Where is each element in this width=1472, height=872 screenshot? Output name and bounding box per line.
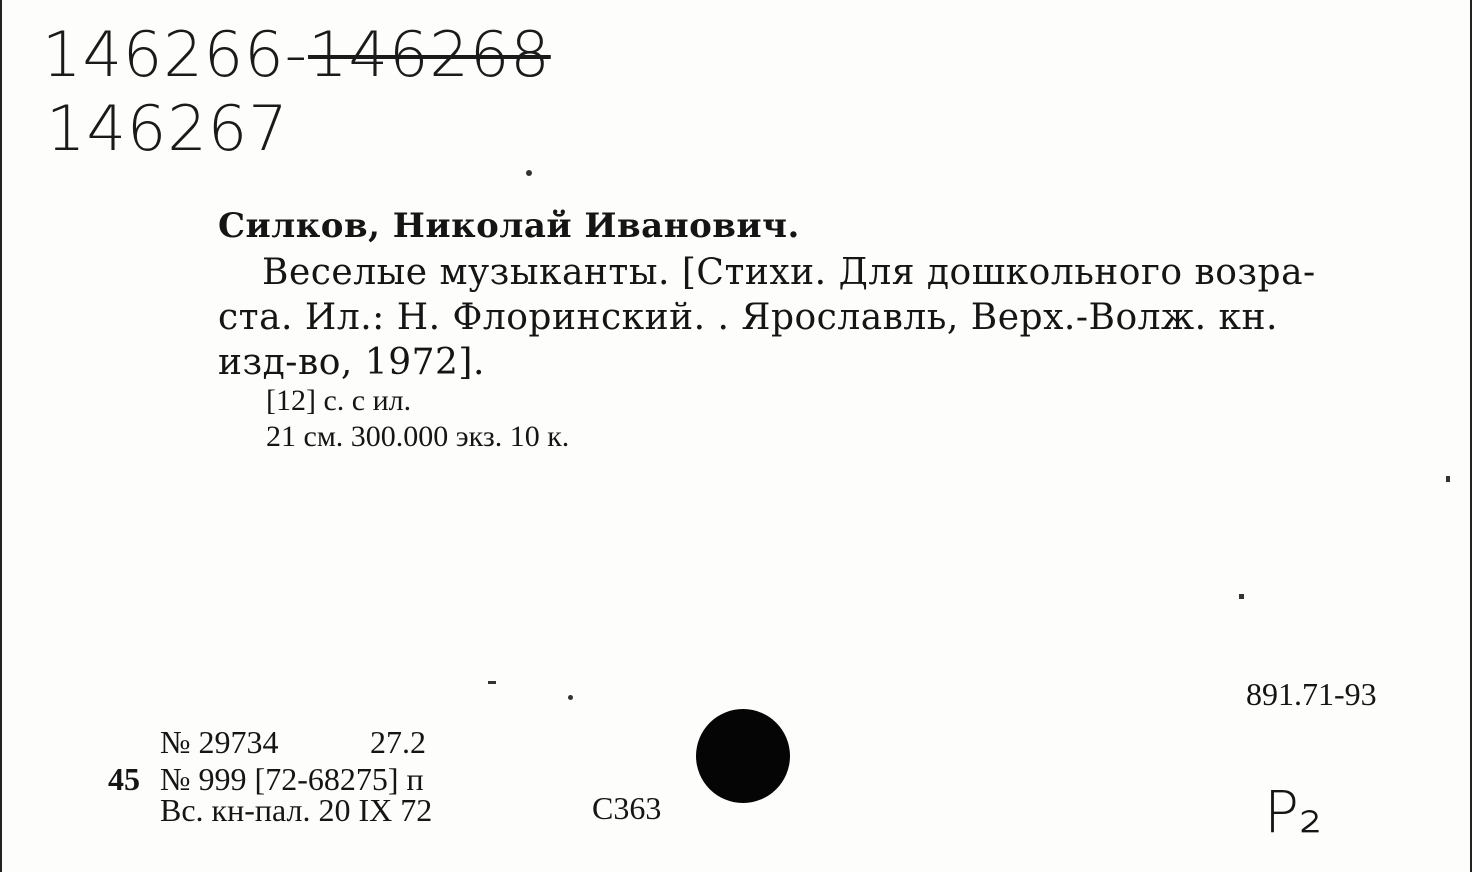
number-45: 45 — [108, 761, 140, 797]
title-description — [218, 250, 1394, 385]
speck — [1446, 476, 1450, 482]
pagination: [12] с. с ил. — [266, 384, 412, 417]
description-line-2: ста. Ил.: Н. Флоринский. . Ярославль, Верх.-Волж. кн. — [218, 297, 1278, 338]
classification-number: 891.71-93 — [1246, 676, 1377, 712]
speck — [1239, 594, 1244, 599]
inventory-number-struck: 146268 — [308, 18, 551, 91]
registry-line-3: Вс. кн-пал. 20 IX 72 — [160, 792, 433, 828]
punch-hole — [696, 709, 790, 803]
speck — [568, 695, 573, 700]
speck — [488, 681, 496, 684]
inventory-number-line1 — [42, 18, 551, 91]
size-print-run-price: 21 см. 300.000 экз. 10 к. — [266, 420, 570, 453]
registry-value: 27.2 — [370, 724, 426, 760]
registry-number: № 29734 — [160, 724, 279, 760]
speck — [526, 170, 532, 176]
author-heading: Силков, Николай Иванович. — [218, 206, 800, 246]
registry-line-2: № 999 [72-68275] п — [160, 761, 424, 797]
description-line-3: изд-во, 1972]. — [218, 342, 485, 383]
author-code: С363 — [592, 790, 662, 826]
inventory-number-line2: 146267 — [46, 92, 289, 165]
description-line-1: Веселые музыканты. [Стихи. Для дошкольного возра- — [262, 252, 1316, 293]
inventory-number-1: 146266- — [42, 18, 309, 91]
handwritten-mark: P₂ — [1264, 778, 1323, 846]
